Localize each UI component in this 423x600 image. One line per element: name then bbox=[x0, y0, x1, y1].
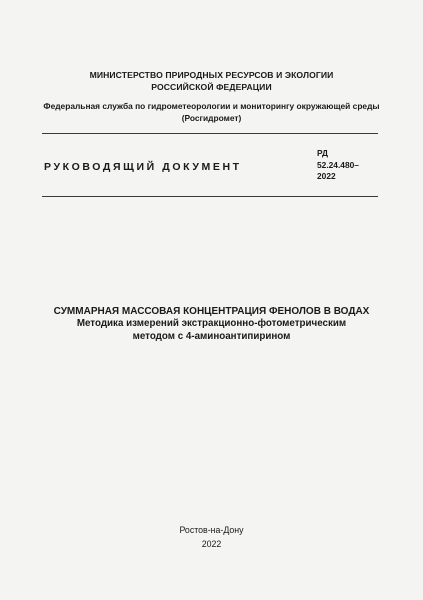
imprint-city: Ростов-на-Дону bbox=[179, 525, 244, 535]
bottom-divider bbox=[42, 196, 378, 197]
document-code-line-2: 52.24.480– bbox=[317, 159, 359, 170]
document-type: РУКОВОДЯЩИЙ ДОКУМЕНТ bbox=[44, 161, 242, 173]
ministry-header bbox=[0, 70, 423, 93]
ministry-line-2: РОССИЙСКОЙ ФЕДЕРАЦИИ bbox=[151, 81, 272, 92]
document-title bbox=[0, 305, 423, 343]
title-main: СУММАРНАЯ МАССОВАЯ КОНЦЕНТРАЦИЯ ФЕНОЛОВ В ВОДАХ bbox=[53, 306, 370, 317]
document-code-line-3: 2022 bbox=[317, 171, 336, 181]
service-line-1: Федеральная служба по гидрометеорологии и мониторингу окружающей среды bbox=[43, 101, 380, 111]
top-divider bbox=[42, 133, 378, 134]
title-sub-line-2: методом с 4-аминоантипирином bbox=[132, 330, 291, 342]
imprint bbox=[0, 523, 423, 551]
document-code bbox=[317, 148, 359, 183]
document-code-line-1: РД bbox=[317, 148, 329, 158]
title-sub-line-1: Методика измерений экстракционно-фотометрическим bbox=[76, 318, 347, 329]
ministry-line-1: МИНИСТЕРСТВО ПРИРОДНЫХ РЕСУРСОВ И ЭКОЛОГИИ bbox=[89, 70, 334, 80]
service-line-2: (Росгидромет) bbox=[181, 113, 242, 123]
imprint-year: 2022 bbox=[201, 539, 222, 549]
service-header bbox=[0, 100, 423, 124]
